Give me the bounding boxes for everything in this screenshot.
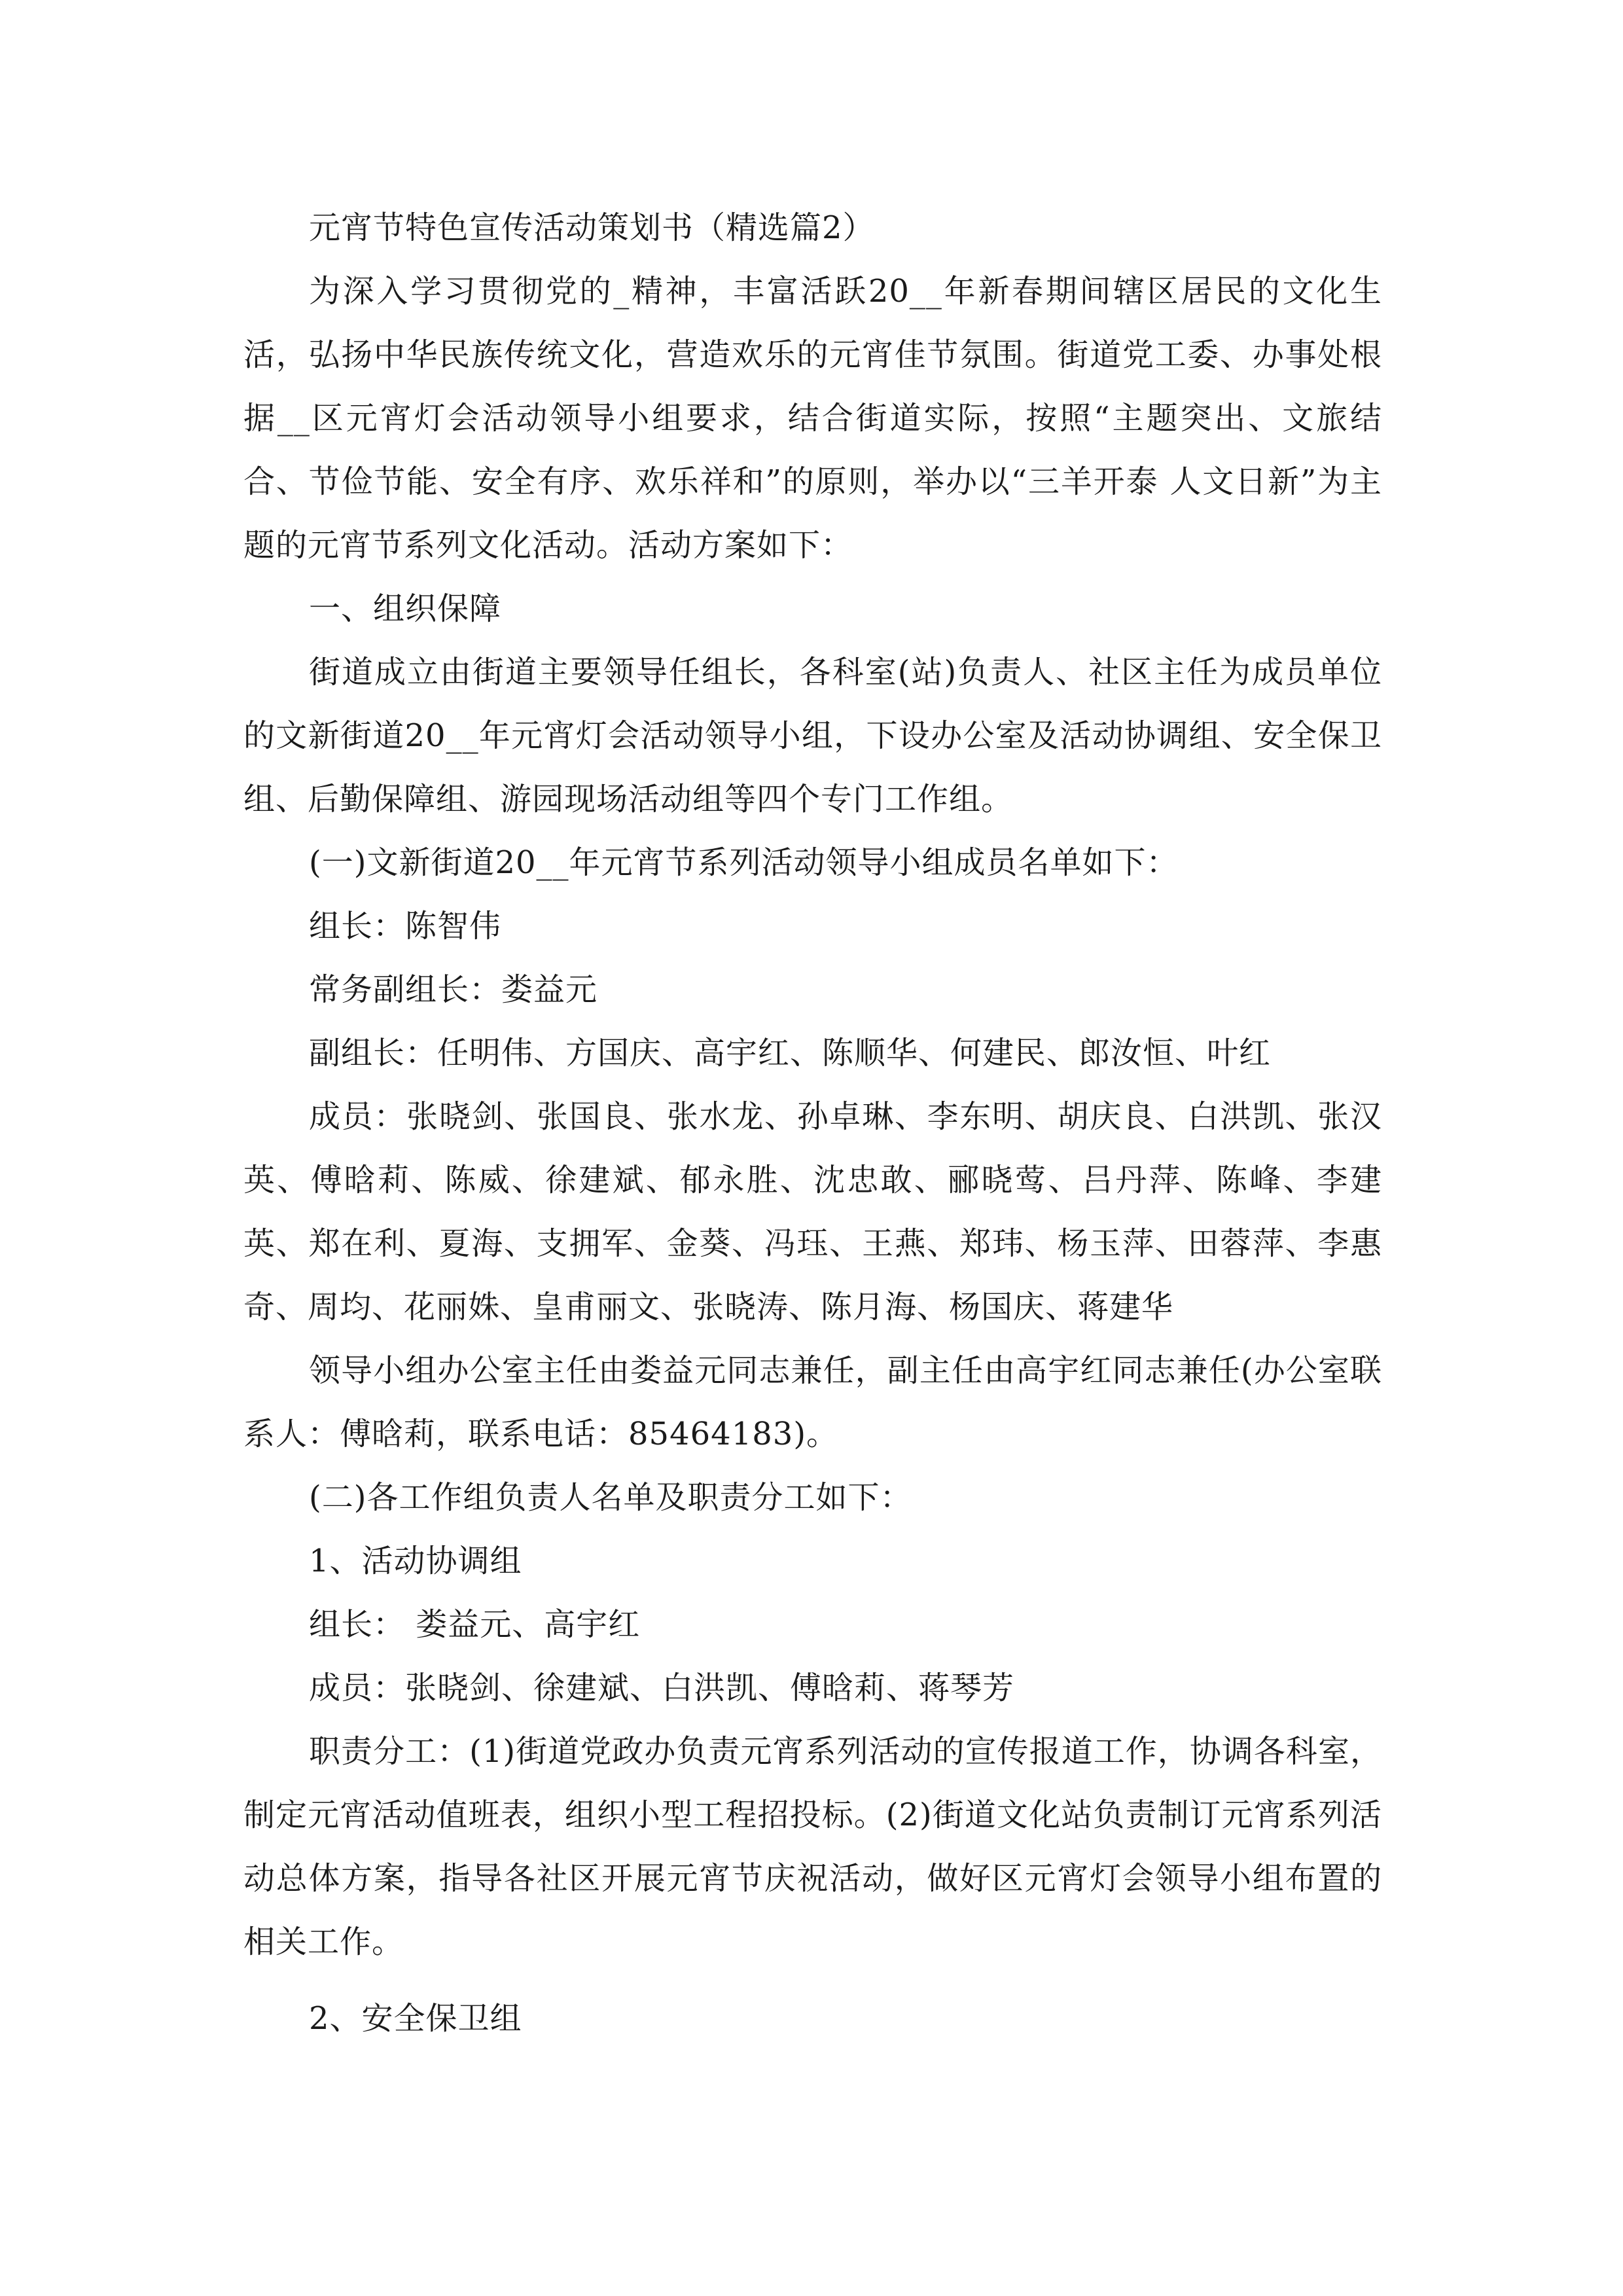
group-1-heading: 1、活动协调组 — [309, 1543, 522, 1579]
section-1-paragraph: 街道成立由街道主要领导任组长，各科室(站)负责人、社区主任为成员单位的文新街道20__年元宵灯会活动领导小组，下设办公室及活动协调组、安全保卫组、后勤保障组、游园现场活动组等四个专门工作组。 — [243, 654, 1382, 817]
group-2-heading: 2、安全保卫组 — [309, 2000, 522, 2037]
intro-paragraph: 为深入学习贯彻党的_精神，丰富活跃20__年新春期间辖区居民的文化生活，弘扬中华民族传统文化，营造欢乐的元宵佳节氛围。街道党工委、办事处根据__区元宵灯会活动领导小组要求，结合街道实际，按照“主题突出、文旅结合、节俭节能、安全有序、欢乐祥和”的原则，举办以“三羊开泰 人文日新”为主题的元宵节系列文化活动。活动方案如下： — [243, 273, 1382, 564]
group-1-members-line: 成员：张晓剑、徐建斌、白洪凯、傅晗莉、蒋琴芳 — [309, 1670, 1015, 1706]
office-note-paragraph: 领导小组办公室主任由娄益元同志兼任，副主任由高宇红同志兼任(办公室联系人：傅晗莉，联系电话：85464183)。 — [243, 1352, 1382, 1452]
group-1-duties-paragraph: 职责分工：(1)街道党政办负责元宵系列活动的宣传报道工作，协调各科室，制定元宵活动值班表，组织小型工程招投标。(2)街道文化站负责制订元宵系列活动总体方案，指导各社区开展元宵节庆祝活动，做好区元宵灯会领导小组布置的相关工作。 — [243, 1733, 1382, 1960]
document-title: 元宵节特色宣传活动策划书（精选篇2） — [309, 209, 875, 246]
document-body — [243, 196, 1382, 2051]
leader-line: 组长：陈智伟 — [309, 908, 502, 944]
subsection-1-heading: (一)文新街道20__年元宵节系列活动领导小组成员名单如下： — [309, 844, 1179, 881]
group-1-leader-line: 组长： 娄益元、高宇红 — [309, 1606, 641, 1643]
members-paragraph: 成员：张晓剑、张国良、张水龙、孙卓琳、李东明、胡庆良、白洪凯、张汉英、傅晗莉、陈威、徐建斌、郁永胜、沈忠敢、郦晓莺、吕丹萍、陈峰、李建英、郑在利、夏海、支拥军、金葵、冯珏、王燕、郑玮、杨玉萍、田蓉萍、李惠奇、周均、花丽姝、皇甫丽文、张晓涛、陈月海、杨国庆、蒋建华 — [243, 1098, 1382, 1325]
subsection-2-heading: (二)各工作组负责人名单及职责分工如下： — [309, 1479, 912, 1516]
section-1-heading: 一、组织保障 — [309, 590, 502, 627]
executive-deputy-line: 常务副组长：娄益元 — [309, 971, 598, 1008]
deputies-line: 副组长：任明伟、方国庆、高宇红、陈顺华、何建民、郎汝恒、叶红 — [309, 1035, 1272, 1071]
